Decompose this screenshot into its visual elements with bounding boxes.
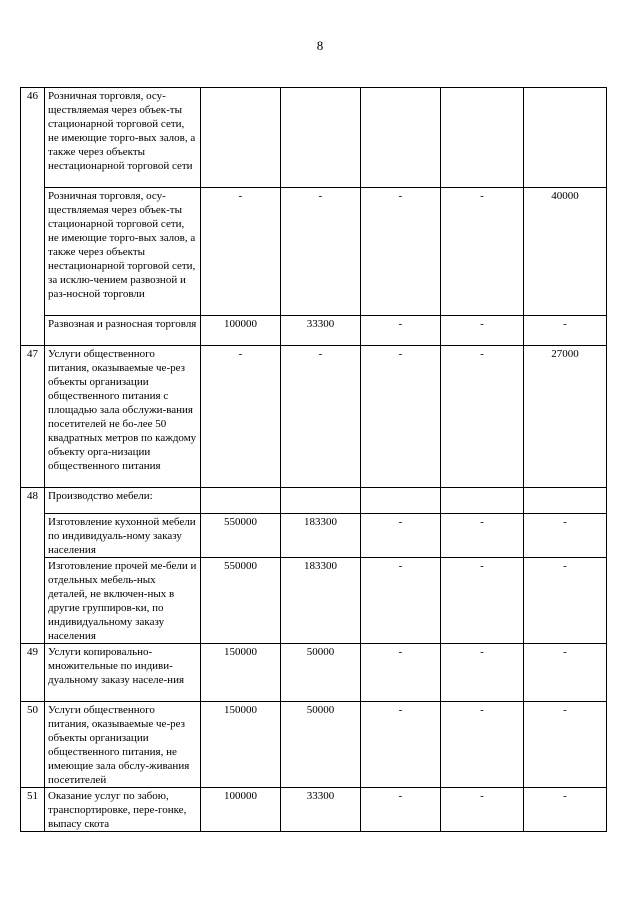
value-cell-3: - [361,514,441,558]
value-cell-1: 100000 [201,316,281,346]
value-cell-3: - [361,558,441,644]
value-cell-5: - [524,514,607,558]
value-cell-2: 50000 [281,702,361,788]
value-cell-4: - [441,788,524,832]
value-cell-4: - [441,702,524,788]
activity-name: Производство мебели: [45,488,201,514]
value-cell-1 [201,488,281,514]
table-row [21,488,607,514]
value-cell-2 [281,88,361,188]
activity-name: Оказание услуг по забою, транспортировке, пере-гонке, выпасу скота [45,788,201,832]
activity-name: Розничная торговля, осу-ществляемая через объек-ты стационарной торговой сети, не имеющие торго-вых залов, а также через объекты нестационарной торговой сети, за исклю-чением развозной и раз-носной торговли [45,188,201,316]
value-cell-3: - [361,188,441,316]
value-cell-5: - [524,788,607,832]
table-row [21,316,607,346]
table-row [21,558,607,644]
activity-name: Услуги копировально-множительные по индиви-дуальному заказу населе-ния [45,644,201,702]
value-cell-1: 100000 [201,788,281,832]
row-number: 47 [21,346,45,488]
row-number: 50 [21,702,45,788]
value-cell-1: 550000 [201,558,281,644]
value-cell-4: - [441,644,524,702]
value-cell-2: - [281,188,361,316]
value-cell-1 [201,88,281,188]
activity-name: Развозная и разносная торговля [45,316,201,346]
row-number: 46 [21,88,45,346]
value-cell-1: - [201,188,281,316]
table-row [21,644,607,702]
value-cell-4: - [441,188,524,316]
value-cell-3 [361,488,441,514]
value-cell-4 [441,88,524,188]
value-cell-1: - [201,346,281,488]
page-number: 8 [316,38,324,53]
table-row [21,514,607,558]
value-cell-5: - [524,558,607,644]
row-number: 49 [21,644,45,702]
value-cell-2: 33300 [281,316,361,346]
table-row [21,188,607,316]
value-cell-2: 183300 [281,558,361,644]
activity-name: Розничная торговля, осу-ществляемая через объек-ты стационарной торговой сети, не имеющие торго-вых залов, а также через объекты нестационарной торговой сети [45,88,201,188]
value-cell-5 [524,88,607,188]
value-cell-4: - [441,514,524,558]
value-cell-2: 183300 [281,514,361,558]
value-cell-2: 50000 [281,644,361,702]
row-number: 48 [21,488,45,644]
activity-name: Услуги общественного питания, оказываемые че-рез объекты организации общественного питания, не имеющие зала обслу-живания посетителей [45,702,201,788]
table-row [21,346,607,488]
table-row [21,788,607,832]
activity-name: Изготовление прочей ме-бели и отдельных мебель-ных деталей, не включен-ных в другие группиров-ки, по индивидуальному заказу населения [45,558,201,644]
value-cell-3: - [361,644,441,702]
tax-rates-table [20,87,607,832]
value-cell-3 [361,88,441,188]
value-cell-4 [441,488,524,514]
value-cell-2 [281,488,361,514]
value-cell-4: - [441,316,524,346]
activity-name: Услуги общественного питания, оказываемые че-рез объекты организации общественного питания с площадью зала обслужи-вания посетителей не бо-лее 50 квадратных метров по каждому объекту орга-низации общественного питания [45,346,201,488]
value-cell-5: - [524,316,607,346]
value-cell-2: 33300 [281,788,361,832]
row-number: 51 [21,788,45,832]
table-row [21,88,607,188]
value-cell-5 [524,488,607,514]
value-cell-3: - [361,316,441,346]
value-cell-5: - [524,644,607,702]
value-cell-5: 27000 [524,346,607,488]
value-cell-1: 550000 [201,514,281,558]
value-cell-1: 150000 [201,644,281,702]
activity-name: Изготовление кухонной мебели по индивидуаль-ному заказу населения [45,514,201,558]
value-cell-1: 150000 [201,702,281,788]
value-cell-3: - [361,788,441,832]
value-cell-5: - [524,702,607,788]
value-cell-2: - [281,346,361,488]
value-cell-4: - [441,558,524,644]
value-cell-3: - [361,702,441,788]
value-cell-5: 40000 [524,188,607,316]
table-body [21,88,607,832]
value-cell-3: - [361,346,441,488]
value-cell-4: - [441,346,524,488]
table-row [21,702,607,788]
